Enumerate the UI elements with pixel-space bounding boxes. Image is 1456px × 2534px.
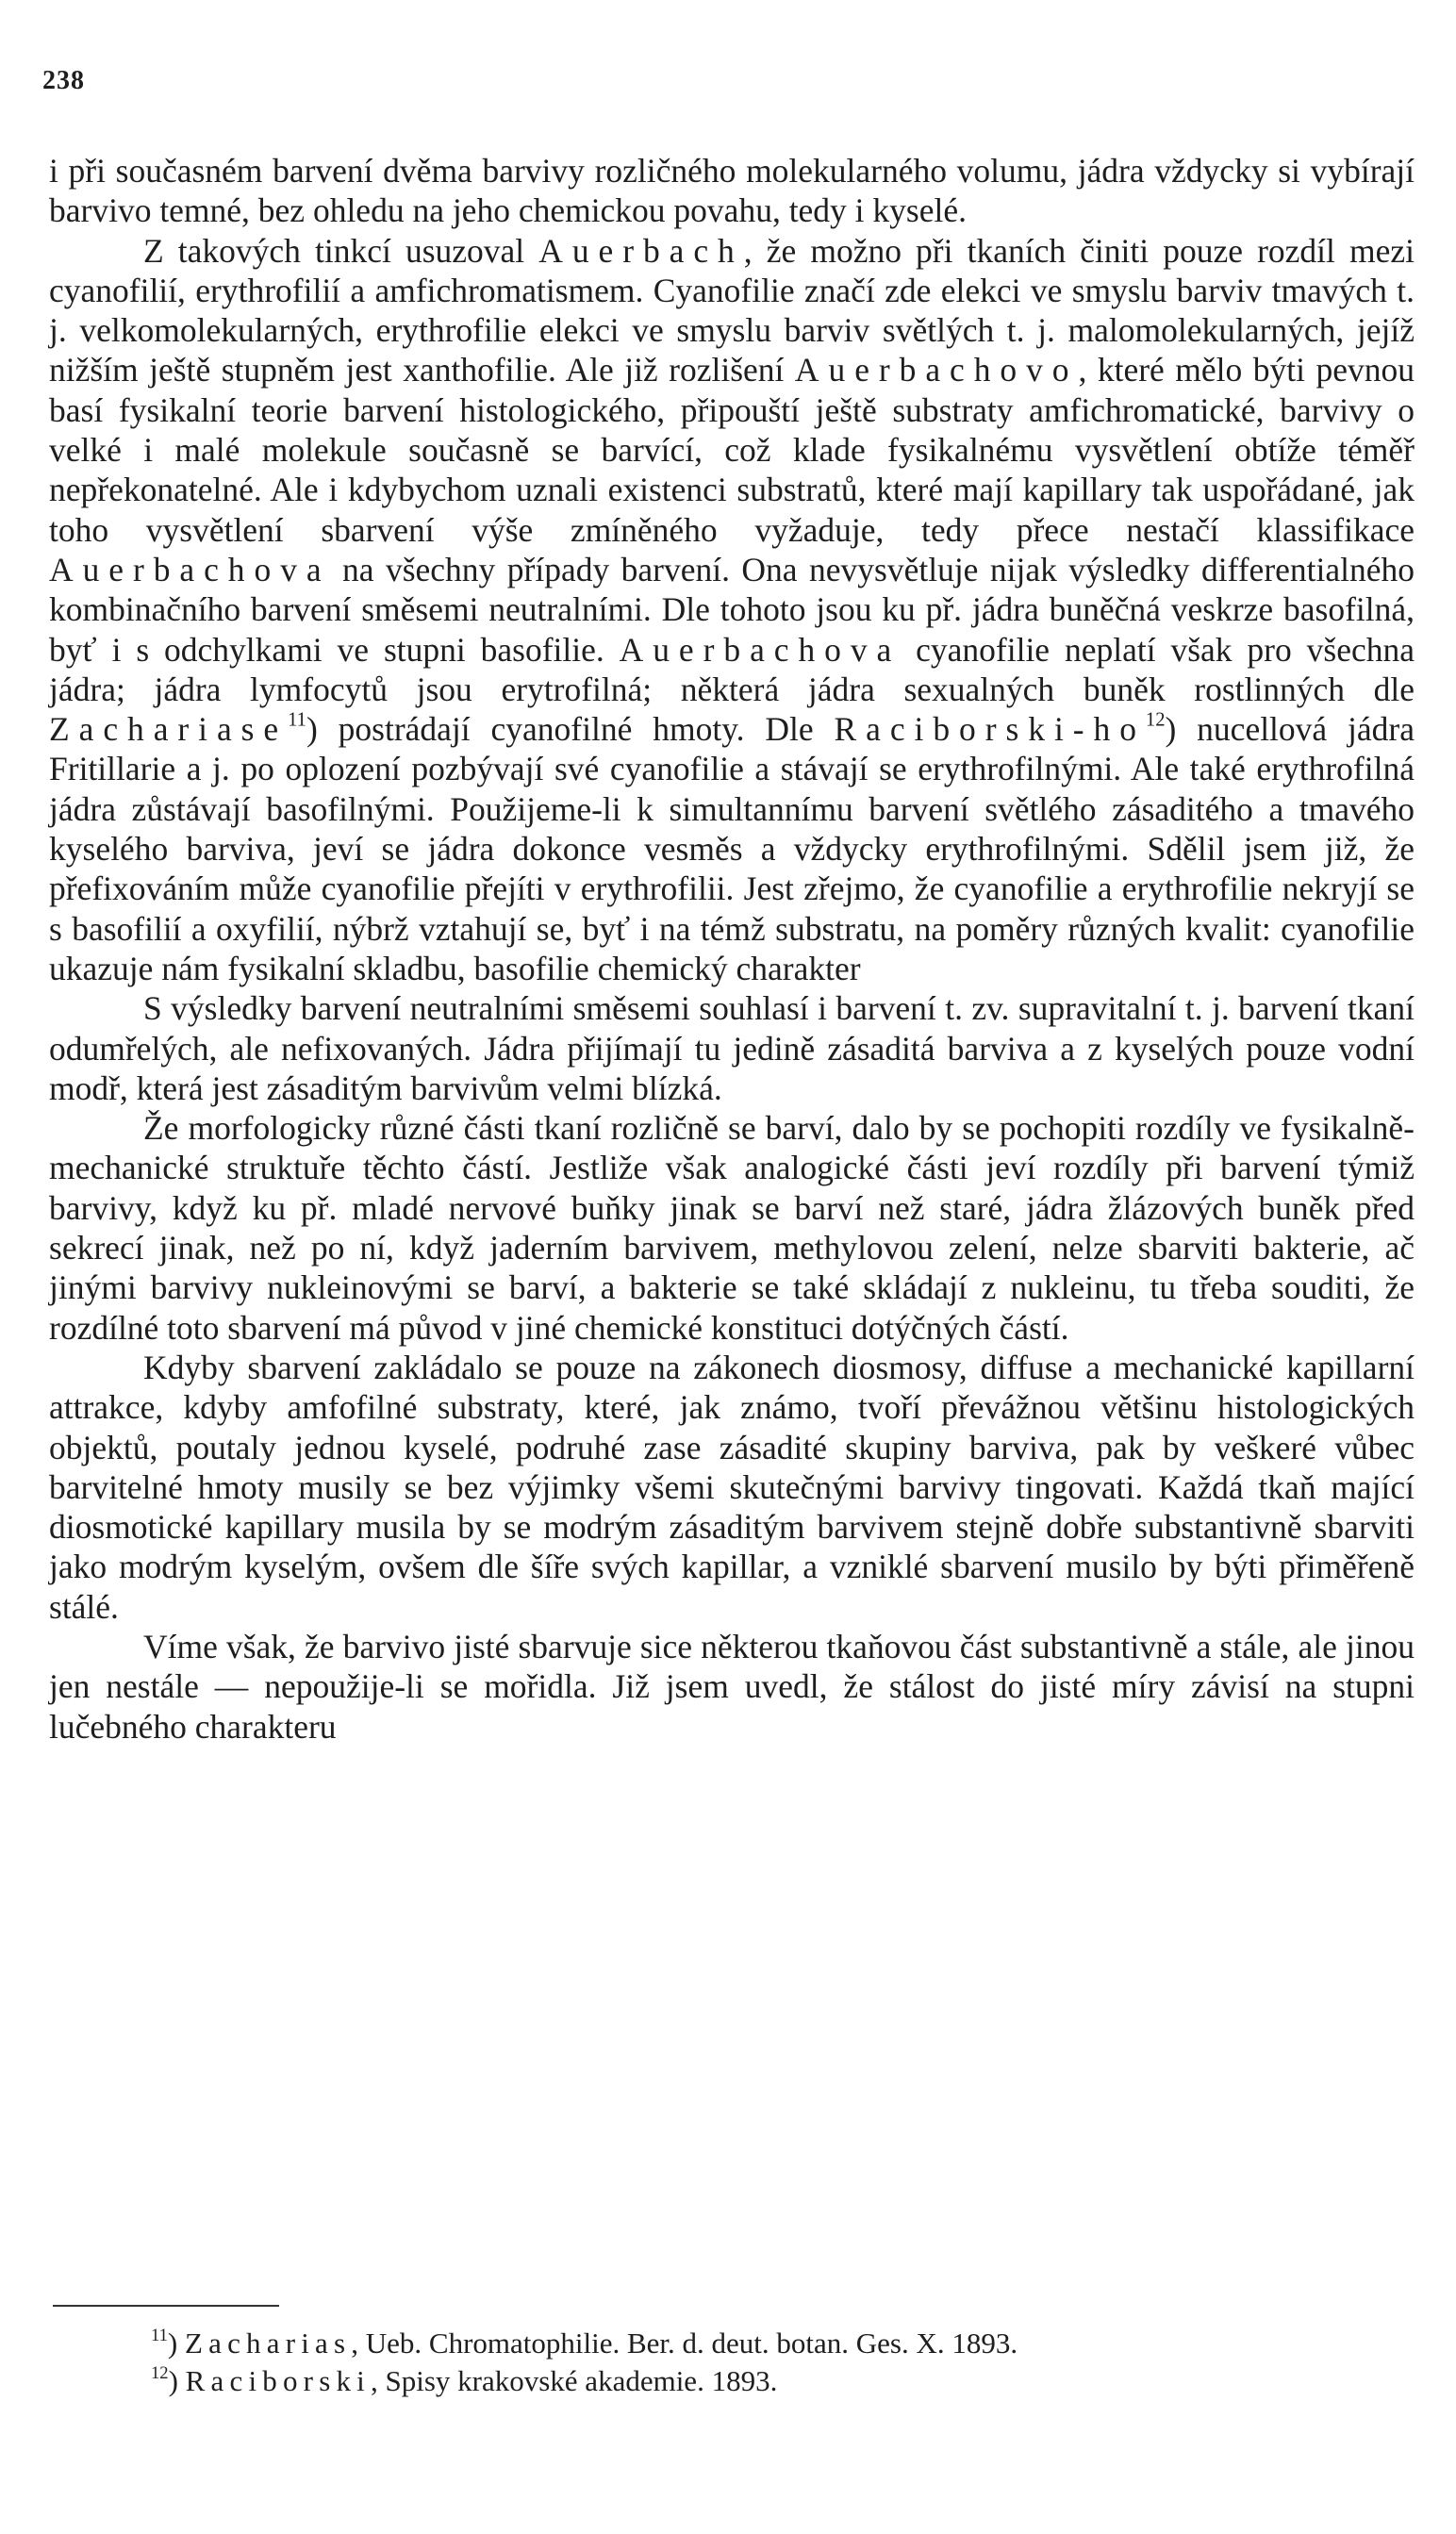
page-number: 238 [42,66,85,95]
text-run: Z takových tinkcí usuzoval [143,231,539,270]
text-run: cyanofilie neplatí však pro všechna jádra; jádra lymfocytů jsou erytrofilná; některá jádra sexualných buněk rostlinných dle [49,630,1415,708]
footnotes [151,2325,1377,2400]
paragraph [49,231,1415,989]
footnote-author: Zacharias [184,2327,352,2360]
text-run: Že morfologicky různé části tkaní rozličně se barví, dalo by se pochopiti rozdíly ve fysikalně-mechanické struktuře těchto částí. Jestliže však analogické části jeví rozdíly při barvení týmiž barvivy, když ku př. mladé nervové buňky jinak se barví než staré, jádra žlázových buněk před sekrecí jinak, než po ní, když jaderním barvivem, methylovou zelení, nelze sbarviti bakterie, ač jinými barvivy nukleinovými se barví, a bakterie se také skládají z nukleinu, tu třeba souditi, že rozdílné toto sbarvení má původ v jiné chemické konstituci dotýčných částí. [49,1109,1415,1347]
footnote-reference: 11 [288,709,306,731]
footnote-author: Raciborski [185,2364,371,2397]
spaced-name: Zachariase [49,710,289,749]
footnote-mark: 12 [151,2362,169,2383]
text-run: ) postrádají cyanofilné hmoty. Dle [306,710,835,749]
spaced-name: Auerbachovo [794,351,1079,389]
paragraph [49,1348,1415,1627]
text-run: na všechny případy barvení. Ona nevysvětluje nijak výsledky differentialného kombinačního barvení směsemi neutralními. Dle tohoto jsou ku př. jádra buněčná veskrze basofilná, byť i s odchylkami ve stupni basofilie. [49,550,1415,669]
footnote-text: , Spisy krakovské akademie. 1893. [370,2364,778,2397]
paragraph [49,151,1415,231]
footnote-separator [53,2305,279,2307]
text-run: Kdyby sbarvení zakládalo se pouze na zákonech diosmosy, diffuse a mechanické kapillarní attrakce, kdyby amfofilné substraty, které, jak známo, tvoří převážnou většinu histologických objektů, poutaly jednou kyselé, podruhé zase zásadité skupiny barviva, pak by veškeré vůbec barvitelné hmoty musily se bez výjimky všemi skutečnými barvivy tingovati. Každá tkaň mající diosmotické kapillary musila by se modrým zásaditým barvivem stejně dobře substantivně sbarviti jako modrým kyselým, ovšem dle šíře svých kapillar, a vzniklé sbarvení musilo by býti přiměřeně stálé. [49,1348,1415,1626]
paragraph [49,1627,1415,1747]
text-run: Víme však, že barvivo jisté sbarvuje sice některou tkaňovou část substantivně a stále, ale jinou jen nestále — nepoužije-li se mořidla. Již jsem uvedl, že stálost do jisté míry závisí na stupni lučebného charakteru [49,1627,1415,1746]
paragraph [49,1108,1415,1348]
paragraph [49,988,1415,1108]
text-run: ) nucellová jádra Fritillarie a j. po oplození pozbývají své cyanofilie a stávají se erythrofilnými. Ale také erythrofilná jádra zůstávají basofilnými. Použijeme-li k simultannímu barvení světlého zásaditého a tmavého kyselého barviva, jeví se jádra dokonce vesměs a vždycky erythrofilnými. Sdělil jsem již, že přefixováním může cyanofilie přejíti v erythrofilii. Jest zřejmo, že cyanofilie a erythrofilie nekryjí se s basofilií a oxyfilií, nýbrž vztahují se, byť i na témž substratu, na poměry různých kvalit: cyanofilie ukazuje nám fysikalní skladbu, basofilie chemický charakter [49,710,1415,987]
footnote: $^{11}$) Zacharias, Ueb. Chromatophilie. Ber. d. deut. botan. Ges. X. 1893. [151,2325,1018,2360]
spaced-name: Auerbachova [619,630,902,669]
spaced-name: Raciborski-ho [834,710,1146,749]
text-run: S výsledky barvení neutralními směsemi souhlasí i barvení t. zv. supravitalní t. j. barvení tkaní odumřelých, ale nefixovaných. Jádra přijímají tu jedině zásaditá barviva a z kyselých pouze vodní modř, která jest zásaditým barvivům velmi blízká. [49,989,1415,1107]
text-run: i při současném barvení dvěma barvivy rozličného molekularného volumu, jádra vždycky si vybírají barvivo temné, bez ohledu na jeho chemickou povahu, tedy i kyselé. [49,152,1415,230]
spaced-name: Auerbach [538,231,744,270]
footnote-reference: 12 [1145,709,1166,731]
footnote: $^{12}$) Raciborski, Spisy krakovské akademie. 1893. [151,2362,778,2397]
text-run: , které mělo býti pevnou basí fysikalní teorie barvení histologického, připouští ještě substraty amfichromatické, barvivy o velké i malé molekule současně se barvící, což klade fysikalnému vysvětlení obtíže téměř nepřekonatelné. Ale i kdybychom uznali existenci substratů, které mají kapillary tak uspořádané, jak toho vysvětlení sbarvení výše zmíněného vyžaduje, tedy přece nestačí klassifikace [49,351,1415,549]
body-text [49,151,1415,1747]
footnote-text: , Ueb. Chromatophilie. Ber. d. deut. botan. Ges. X. 1893. [351,2327,1018,2360]
text-run: , že možno při tkaních činiti pouze rozdíl mezi cyanofilií, erythrofilií a amfichromatismem. Cyanofilie značí zde elekci ve smyslu barviv tmavých t. j. velkomolekularných, erythrofilie elekci ve smyslu barviv světlých t. j. malomolekularných, jejíž nižším ještě stupněm jest xanthofilie. Ale již rozlišení [49,231,1415,389]
spaced-name: Auerbachova [49,550,331,588]
footnote-mark: 11 [151,2325,168,2345]
